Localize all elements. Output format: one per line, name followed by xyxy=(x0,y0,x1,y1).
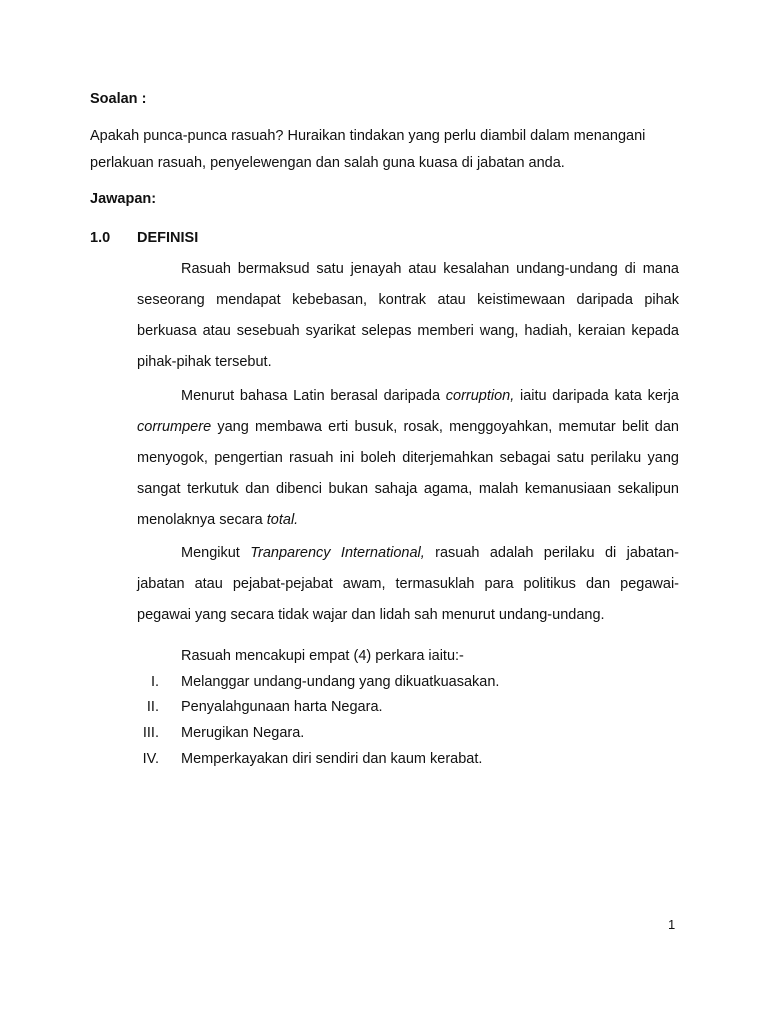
paragraph-transparency-international: Mengikut Tranparency International, rasuah adalah perilaku di jabatan-jabatan atau pejabat-pejabat awam, termasuklah para politikus dan pegawai-pegawai yang secara tidak wajar dan lidah sah menurut undang-undang. xyxy=(137,545,680,623)
list-item-number: II. xyxy=(146,699,159,715)
section-title: DEFINISI xyxy=(137,230,199,246)
list-item-number: I. xyxy=(150,674,159,690)
list-intro: Rasuah mencakupi empat (4) perkara iaitu:- xyxy=(181,648,464,664)
question-label: Soalan : xyxy=(90,91,147,107)
paragraph-latin-origin: Menurut bahasa Latin berasal daripada corruption, iaitu daripada kata kerja corrumpere yang membawa erti busuk, rosak, menggoyahkan, memutar belit dan menyogok, pengertian rasuah ini boleh diterjemahkan sebagai satu perilaku yang sangat terkutuk dan dibenci bukan sahaja agama, malah kemanusiaan sekalipun menolaknya secara total. xyxy=(137,388,679,528)
list-item-text: Melanggar undang-undang yang dikuatkuasakan. xyxy=(181,674,500,690)
list-item-number: IV. xyxy=(142,751,159,767)
section-number: 1.0 xyxy=(90,230,111,246)
paragraph-definition: Rasuah bermaksud satu jenayah atau kesalahan undang-undang di mana seseorang mendapat kebebasan, kontrak atau keistimewaan daripada pihak berkuasa atau sesebuah syarikat selepas memberi wang, hadiah, keraian kepada pihak-pihak tersebut. xyxy=(137,261,679,370)
page-number: 1 xyxy=(668,917,676,932)
list-item-text: Memperkayakan diri sendiri dan kaum kerabat. xyxy=(181,751,483,767)
question-text: Apakah punca-punca rasuah? Huraikan tindakan yang perlu diambil dalam menangani perlakuan rasuah, penyelewengan dan salah guna kuasa di jabatan anda. xyxy=(90,128,646,171)
answer-label: Jawapan: xyxy=(90,191,157,207)
list-item-text: Penyalahgunaan harta Negara. xyxy=(181,699,383,715)
list-item-text: Merugikan Negara. xyxy=(181,725,305,741)
list-item-number: III. xyxy=(142,725,159,741)
